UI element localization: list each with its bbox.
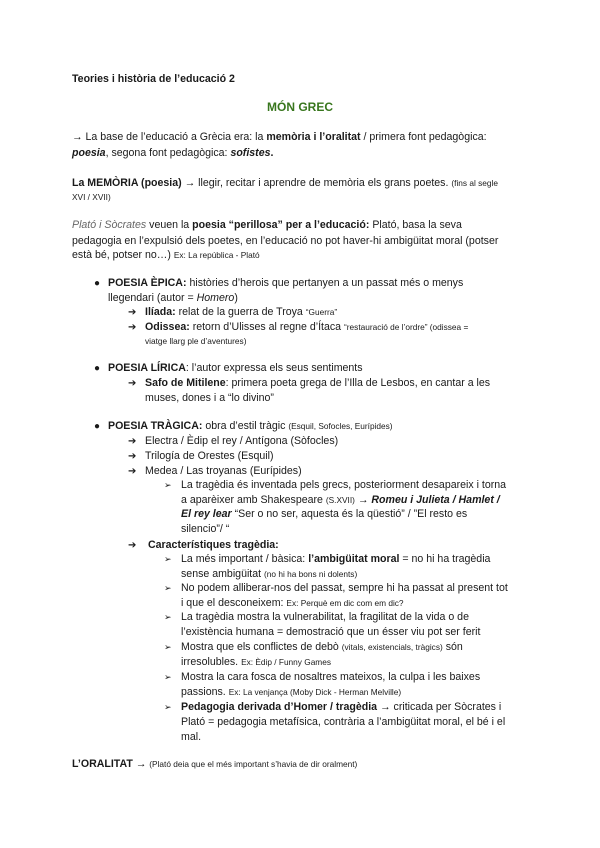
- shakespeare-lear: El rey lear: [181, 508, 232, 520]
- car-4-line-1: [181, 640, 531, 655]
- car-2-line-1: No podem alliberar-nos del passat, sempre hi ha passat al present tot: [181, 582, 508, 594]
- odissea-note-2: viatge llarg ple d’aventures): [145, 336, 247, 346]
- car-note: Ex: La venjança (Moby Dick - Herman Melville): [228, 687, 402, 697]
- lirica-label: POESIA LÍRICA: [108, 362, 186, 374]
- car-text: passions.: [181, 686, 229, 698]
- oralitat-line: [72, 757, 532, 772]
- plato-text: Plató, basa la seva: [369, 219, 462, 231]
- shakespeare-line-3: [181, 507, 531, 522]
- tragica-text: obra d’estil tràgic: [202, 420, 289, 432]
- bullet-icon: ●: [94, 363, 101, 374]
- intro-bold: memòria i l’oralitat: [266, 131, 361, 143]
- plato-bold: poesia “perillosa” per a l’educació:: [192, 219, 370, 231]
- epica-line-1: [108, 276, 528, 291]
- arrow-icon: ➔: [128, 378, 137, 389]
- car-5-line-2: [181, 685, 531, 700]
- plato-text: està bé, potser no…): [72, 249, 174, 261]
- shakespeare-text: a aparèixer amb Shakespeare: [181, 494, 326, 506]
- car-1-line-2: [181, 567, 531, 582]
- tragica-note: (Esquil, Sofocles, Eurípides): [288, 421, 393, 431]
- shakespeare-quote: “Ser o no ser, aquesta és la qüestió” / ”El resto es: [231, 508, 468, 520]
- iliada-label: Ilíada:: [145, 306, 176, 318]
- arrow-icon: ➔: [128, 451, 137, 462]
- shakespeare-line-4: silencio”/ “: [181, 523, 230, 535]
- epica-text: ): [234, 292, 238, 304]
- car-4-line-2: [181, 655, 531, 670]
- arrow-icon: ➔: [128, 307, 137, 318]
- triangle-bullet-icon: ➢: [164, 480, 172, 490]
- odissea-note: “restauració de l’ordre” (odissea =: [344, 322, 469, 332]
- car-5-line-1: Mostra la cara fosca de nosaltres mateixos, la culpa i les baixes: [181, 671, 481, 683]
- car-note: (vitals, existencials, tràgics): [341, 642, 443, 652]
- lirica-text: : l’autor expressa els seus sentiments: [185, 362, 363, 374]
- plato-text: veuen la: [146, 219, 193, 231]
- arrow-text: →: [354, 494, 372, 506]
- car-6-line-1: [181, 700, 531, 715]
- bullet-icon: ●: [94, 421, 101, 432]
- memoria-note: (fins al segle: [451, 178, 498, 188]
- car-1-line-1: [181, 552, 531, 567]
- intro-sofistes: sofistes: [230, 147, 271, 159]
- epica-text: llegendari (autor =: [108, 292, 197, 304]
- car-note: Ex: Èdip / Funny Games: [241, 657, 331, 667]
- shakespeare-century: (S.XVII): [325, 495, 355, 505]
- intro-text: / primera font pedagògica:: [360, 131, 487, 143]
- safo-label: Safo de Mitilene: [145, 377, 226, 389]
- triangle-bullet-icon: ➢: [164, 702, 172, 712]
- car-bold: l’ambigüitat moral: [308, 553, 400, 565]
- epica-line-2: [108, 291, 528, 306]
- car-text: irresolubles.: [181, 656, 242, 668]
- arrow-icon: ➔: [128, 540, 137, 551]
- section-title: MÓN GREC: [267, 100, 333, 114]
- memoria-label: La MEMÒRIA (poesia): [72, 177, 182, 189]
- car-text: sense ambigüitat: [181, 568, 265, 580]
- iliada-text: relat de la guerra de Troya: [175, 306, 306, 318]
- car-bold: Pedagogia derivada d’Homer / tragèdia: [181, 701, 378, 713]
- plato-line-2: pedagogia en l’expulsió dels poetes, en l’educació no pot haver-hi ambigüitat moral (potser: [72, 235, 499, 247]
- caracteristiques-label: Característiques tragèdia:: [148, 539, 279, 551]
- car-3-line-1: La tragèdia mostra la vulnerabilitat, la fragilitat de la vida o de: [181, 611, 469, 623]
- car-note: Ex: Perquè em dic com em dic?: [286, 598, 404, 608]
- car-text: són: [442, 641, 463, 653]
- triangle-bullet-icon: ➢: [164, 642, 172, 652]
- iliada-note: “Guerra”: [305, 307, 338, 317]
- intro-poesia: poesia: [72, 147, 106, 159]
- intro-line-2: [72, 146, 532, 161]
- car-6-line-2: Plató = pedagogia metafísica, contrària a l’ambigüitat moral, el bé i el: [181, 716, 506, 728]
- tragica-line: [108, 419, 528, 434]
- tragica-item: Trilogía de Orestes (Esquil): [145, 450, 274, 462]
- tragica-label: POESIA TRÀGICA:: [108, 420, 203, 432]
- car-text: i que el desconeixem:: [181, 597, 287, 609]
- odissea-label: Odissea:: [145, 321, 190, 333]
- odissea-text: retorn d’Ulisses al regne d’Ítaca: [189, 321, 345, 333]
- car-note: (no hi ha bons ni dolents): [264, 569, 358, 579]
- safo-text: : primera poeta grega de l’Illa de Lesbos, en cantar a les: [225, 377, 491, 389]
- car-3-line-2: l’existència humana = demostració que un ésser viu pot ser ferit: [181, 626, 481, 638]
- oralitat-label: L’ORALITAT: [72, 758, 133, 770]
- plato-authors: Plató i Sòcrates: [72, 219, 147, 231]
- intro-line-1: [72, 130, 532, 145]
- lirica-item-safo: [145, 376, 530, 391]
- lirica-line: [108, 361, 528, 376]
- oralitat-note: (Plató deia que el més important s’havia de dir oralment): [149, 759, 358, 769]
- car-text: Mostra que els conflictes de debò: [181, 641, 342, 653]
- shakespeare-line-1: La tragèdia és inventada pels grecs, posteriorment desapareix i torna: [181, 479, 507, 491]
- arrow-icon: ➔: [128, 322, 137, 333]
- epica-text: històries d’herois que pertanyen a un passat més o menys: [186, 277, 464, 289]
- intro-period: .: [270, 147, 274, 159]
- epica-label: POESIA ÈPICA:: [108, 277, 187, 289]
- intro-text: → La base de l’educació a Grècia era: la: [72, 131, 267, 143]
- memoria-line-1: [72, 176, 532, 191]
- plato-line-1: [72, 218, 532, 233]
- shakespeare-works: Romeu i Julieta / Hamlet /: [371, 494, 500, 506]
- document-title: Teories i història de l’educació 2: [72, 73, 235, 85]
- safo-line-2: muses, dones i a “lo divino”: [145, 392, 274, 404]
- arrow-icon: ➔: [128, 436, 137, 447]
- arrow-icon: ➔: [128, 466, 137, 477]
- epica-homero: Homero: [196, 292, 235, 304]
- car-2-line-2: [181, 596, 531, 611]
- triangle-bullet-icon: ➢: [164, 583, 172, 593]
- car-6-line-3: mal.: [181, 731, 202, 743]
- triangle-bullet-icon: ➢: [164, 554, 172, 564]
- epica-item-odissea: [145, 320, 530, 335]
- car-text: = no hi ha tragèdia: [399, 553, 491, 565]
- tragica-item: Electra / Èdip el rey / Antígona (Sòfocles): [145, 435, 339, 447]
- plato-line-3: [72, 248, 532, 263]
- memoria-line-2: XVI / XVII): [72, 192, 111, 202]
- memoria-text: → llegir, recitar i aprendre de memòria els grans poetes.: [181, 177, 452, 189]
- intro-text: , segona font pedagògica:: [105, 147, 231, 159]
- car-text: La més important / bàsica:: [181, 553, 309, 565]
- tragica-item: Medea / Las troyanas (Eurípides): [145, 465, 302, 477]
- bullet-icon: ●: [94, 278, 101, 289]
- car-text: → criticada per Sòcrates i: [377, 701, 502, 713]
- epica-item-iliada: [145, 305, 530, 320]
- shakespeare-line-2: [181, 493, 531, 508]
- plato-note: Ex: La república - Plató: [173, 250, 260, 260]
- arrow-text: →: [132, 758, 150, 770]
- triangle-bullet-icon: ➢: [164, 612, 172, 622]
- triangle-bullet-icon: ➢: [164, 672, 172, 682]
